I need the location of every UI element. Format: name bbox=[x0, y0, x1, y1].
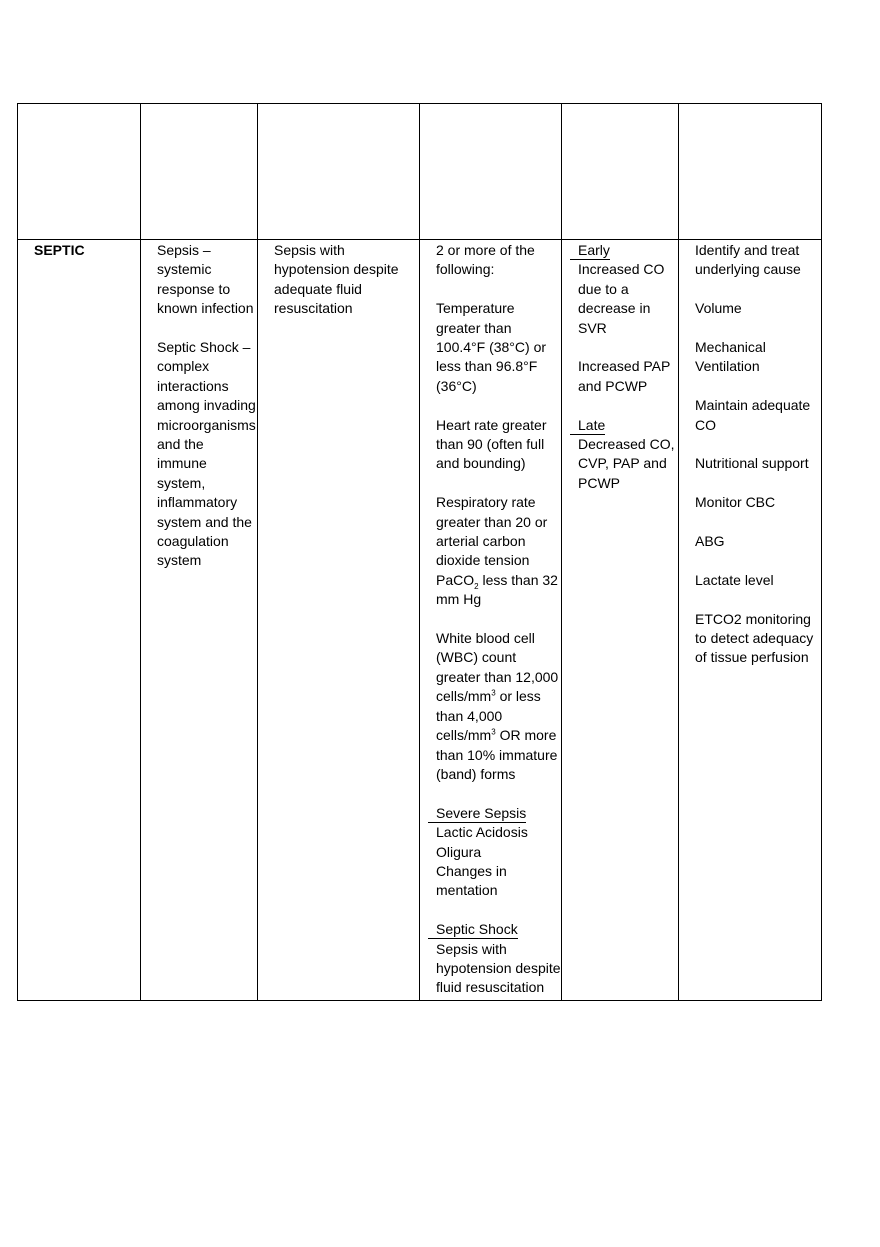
condition-cell bbox=[18, 240, 141, 1001]
management-item: Lactate level bbox=[695, 571, 774, 588]
wbc-text-2: or less than 4,000 cells/mm bbox=[436, 688, 541, 744]
resp-text-2: less than 32 mm Hg bbox=[436, 571, 558, 608]
criteria-temperature: Temperature greater than 100.4°F (38°C) or less than 96.8°F (36°C) bbox=[436, 300, 547, 394]
criteria-cell bbox=[420, 240, 562, 1001]
wbc-superscript-2: 3 bbox=[491, 727, 496, 737]
resp-subscript: 2 bbox=[474, 581, 479, 591]
management-item: Maintain adequate CO bbox=[695, 397, 811, 433]
severe-item-1: Lactic Acidosis bbox=[436, 824, 528, 841]
criteria-heart-rate: Heart rate greater than 90 (often full and bounding) bbox=[436, 416, 547, 472]
definition-septic-shock: Septic Shock – complex interactions among invading microorganisms and the immune system, inflammatory system and the coagulation system bbox=[157, 339, 256, 569]
severe-sepsis-block bbox=[436, 804, 561, 901]
early-block bbox=[578, 241, 678, 338]
management-item: Nutritional support bbox=[695, 455, 809, 472]
criteria-respiratory-rate bbox=[436, 493, 561, 609]
septic-shock-heading: Septic Shock bbox=[428, 921, 518, 939]
header-cell-6 bbox=[679, 104, 822, 240]
severe-item-3: Changes in mentation bbox=[436, 862, 507, 899]
condition-name: SEPTIC bbox=[34, 242, 85, 258]
header-cell-4 bbox=[420, 104, 562, 240]
header-cell-2 bbox=[141, 104, 258, 240]
sepsis-table bbox=[17, 103, 822, 1001]
management-item: Identify and treat underlying cause bbox=[695, 242, 801, 278]
criteria-wbc bbox=[436, 629, 561, 784]
header-cell-1 bbox=[18, 104, 141, 240]
early-heading: Early bbox=[570, 242, 610, 260]
management-item: Mechanical Ventilation bbox=[695, 339, 766, 375]
late-block bbox=[578, 416, 678, 494]
header-cell-3 bbox=[258, 104, 420, 240]
late-heading: Late bbox=[570, 417, 605, 435]
header-cell-5 bbox=[562, 104, 679, 240]
septic-shock-block bbox=[436, 920, 561, 998]
management-item: Monitor CBC bbox=[695, 494, 776, 511]
management-item: ABG bbox=[695, 533, 725, 549]
description-cell bbox=[258, 240, 420, 1001]
wbc-text-3: OR more than 10% immature (band) forms bbox=[436, 727, 558, 782]
criteria-intro: 2 or more of the following: bbox=[436, 242, 535, 278]
wbc-text-1: White blood cell (WBC) count greater than 12,000 cells/mm bbox=[436, 630, 559, 705]
description-text: Sepsis with hypotension despite adequate fluid resuscitation bbox=[274, 242, 399, 317]
hemodynamics-cell bbox=[562, 240, 679, 1001]
header-row-empty bbox=[18, 104, 822, 240]
management-item: ETCO2 monitoring to detect adequacy of tissue perfusion bbox=[695, 610, 814, 666]
severe-item-2: Oligura bbox=[436, 843, 482, 860]
early-text-2: Increased PAP and PCWP bbox=[578, 358, 671, 394]
septic-shock-text: Sepsis with hypotension despite fluid resuscitation bbox=[436, 940, 561, 996]
early-text: Increased CO due to a decrease in SVR bbox=[578, 261, 665, 336]
late-text: Decreased CO, CVP, PAP and PCWP bbox=[578, 436, 675, 491]
definitions-cell bbox=[141, 240, 258, 1001]
management-item: Volume bbox=[695, 300, 742, 317]
management-cell bbox=[679, 240, 822, 1001]
resp-text-1: Respiratory rate greater than 20 or arterial carbon dioxide tension PaCO bbox=[436, 494, 548, 588]
severe-sepsis-heading: Severe Sepsis bbox=[428, 805, 526, 823]
wbc-superscript-1: 3 bbox=[491, 688, 496, 698]
definition-sepsis: Sepsis – systemic response to known infection bbox=[157, 242, 254, 317]
septic-row bbox=[18, 240, 822, 1001]
